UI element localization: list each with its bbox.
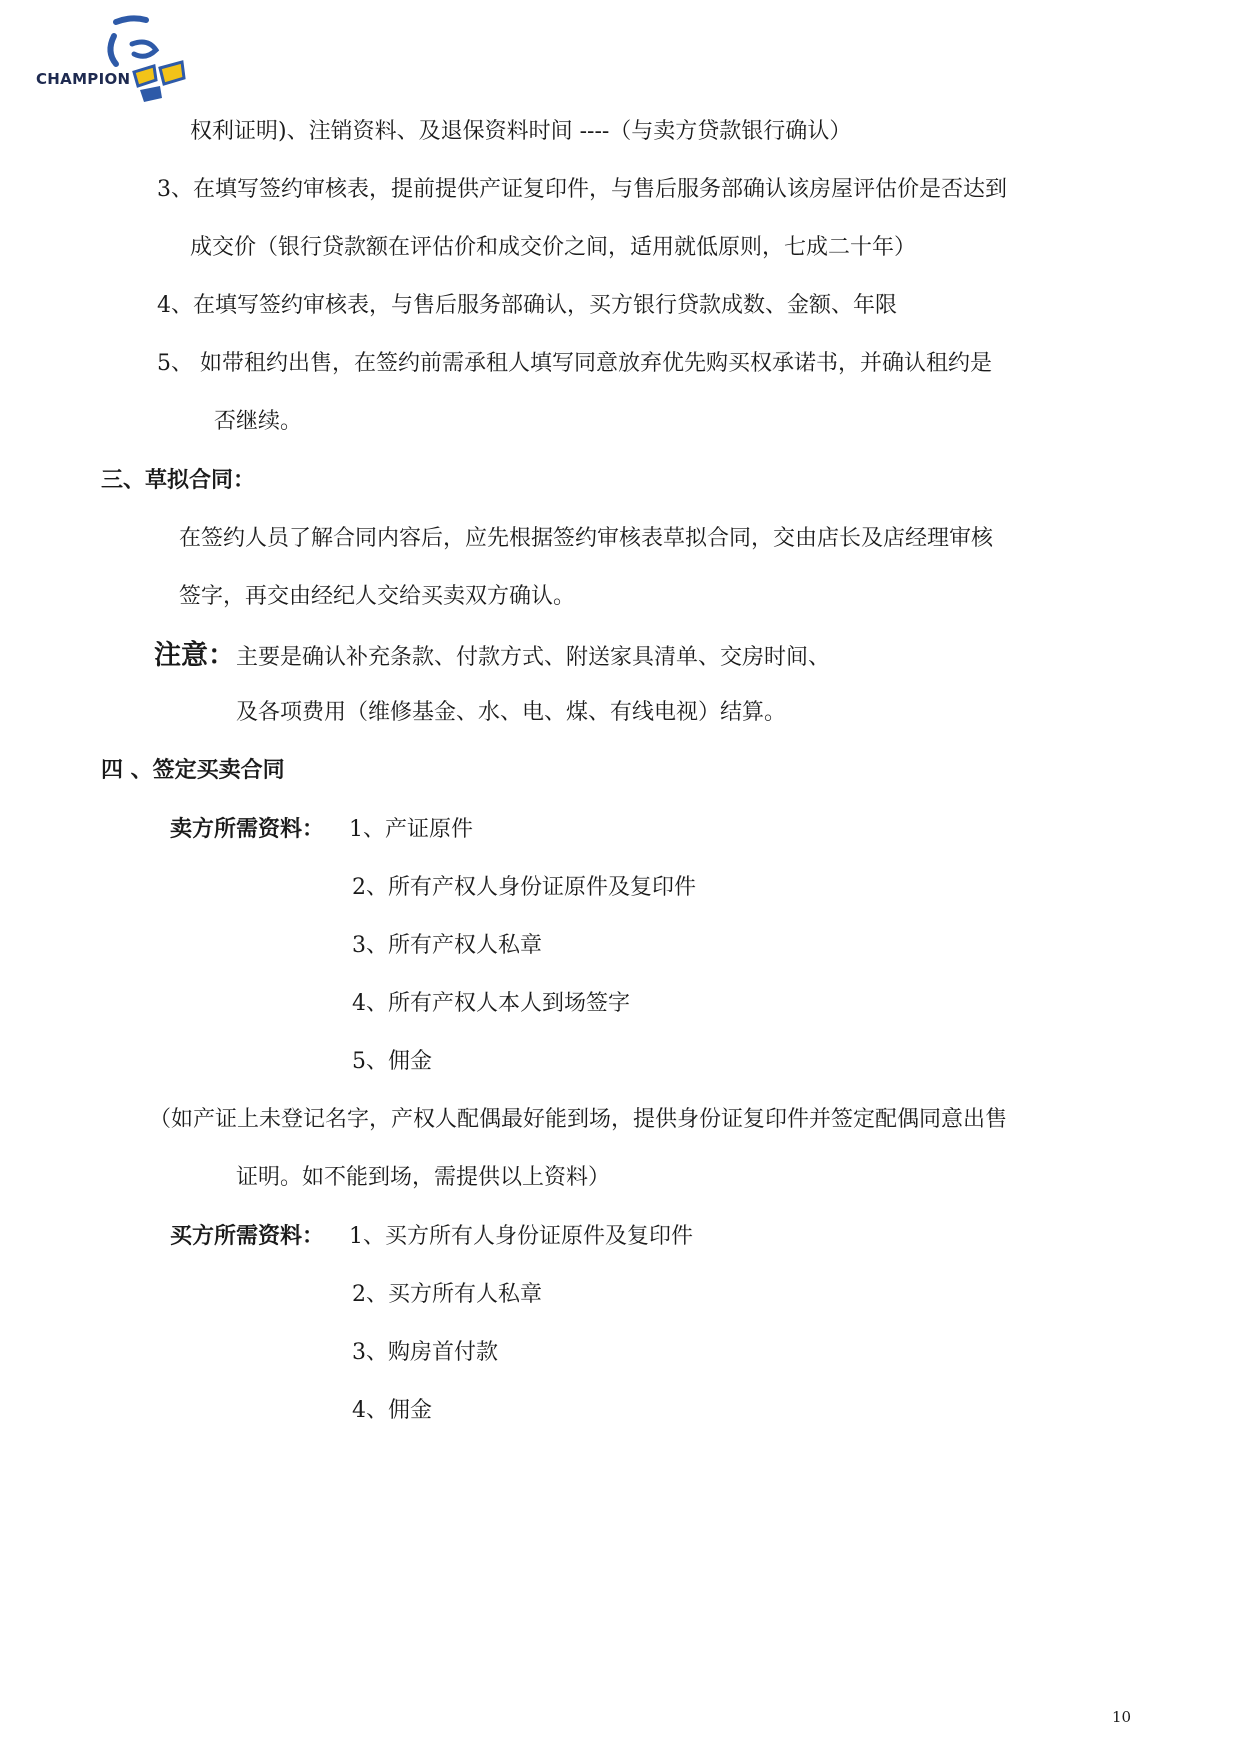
list-item: 1、买方所有人身份证原件及复印件 xyxy=(349,1224,693,1249)
note-text: 主要是确认补充条款、付款方式、附送家具清单、交房时间、 xyxy=(236,645,831,670)
list-item: 5、佣金 xyxy=(352,1049,432,1074)
list-item: 5、 如带租约出售，在签约前需承租人填写同意放弃优先购买权承诺书，并确认租约是 xyxy=(157,351,992,376)
body-line: 证明。如不能到场，需提供以上资料） xyxy=(236,1165,611,1190)
list-item: 3、在填写签约审核表，提前提供产证复印件，与售后服务部确认该房屋评估价是否达到 xyxy=(157,177,1007,202)
body-line: 否继续。 xyxy=(214,409,303,434)
list-item: 3、所有产权人私章 xyxy=(352,933,542,958)
list-item: 2、买方所有人私章 xyxy=(352,1282,542,1307)
list-item: 2、所有产权人身份证原件及复印件 xyxy=(352,875,696,900)
section-heading: 三、草拟合同： xyxy=(101,468,256,493)
list-item: 3、购房首付款 xyxy=(352,1340,498,1365)
body-line: 成交价（银行贷款额在评估价和成交价之间，适用就低原则，七成二十年） xyxy=(190,235,917,260)
list-item: 4、佣金 xyxy=(352,1398,432,1423)
list-item: 1、产证原件 xyxy=(349,817,473,842)
list-item: 4、在填写签约审核表，与售后服务部确认，买方银行贷款成数、金额、年限 xyxy=(157,293,897,318)
logo-mark-icon xyxy=(36,14,206,114)
note-label: 注意： xyxy=(154,640,235,671)
logo-text: CHAMPION xyxy=(36,70,131,88)
section-heading: 四 、签定买卖合同 xyxy=(101,758,285,783)
page-number: 10 xyxy=(1112,1708,1132,1726)
body-line: 在签约人员了解合同内容后，应先根据签约审核表草拟合同，交由店长及店经理审核 xyxy=(179,526,994,551)
seller-label: 卖方所需资料： xyxy=(170,817,325,842)
body-line: 权利证明)、注销资料、及退保资料时间 ----（与卖方贷款银行确认） xyxy=(190,119,852,144)
body-line: 签字，再交由经纪人交给买卖双方确认。 xyxy=(179,584,576,609)
list-item: 4、所有产权人本人到场签字 xyxy=(352,991,630,1016)
champion-logo xyxy=(36,14,206,114)
note-text: 及各项费用（维修基金、水、电、煤、有线电视）结算。 xyxy=(236,700,787,725)
buyer-label: 买方所需资料： xyxy=(170,1224,325,1249)
body-line: （如产证上未登记名字，产权人配偶最好能到场，提供身份证复印件并签定配偶同意出售 xyxy=(149,1107,1008,1132)
